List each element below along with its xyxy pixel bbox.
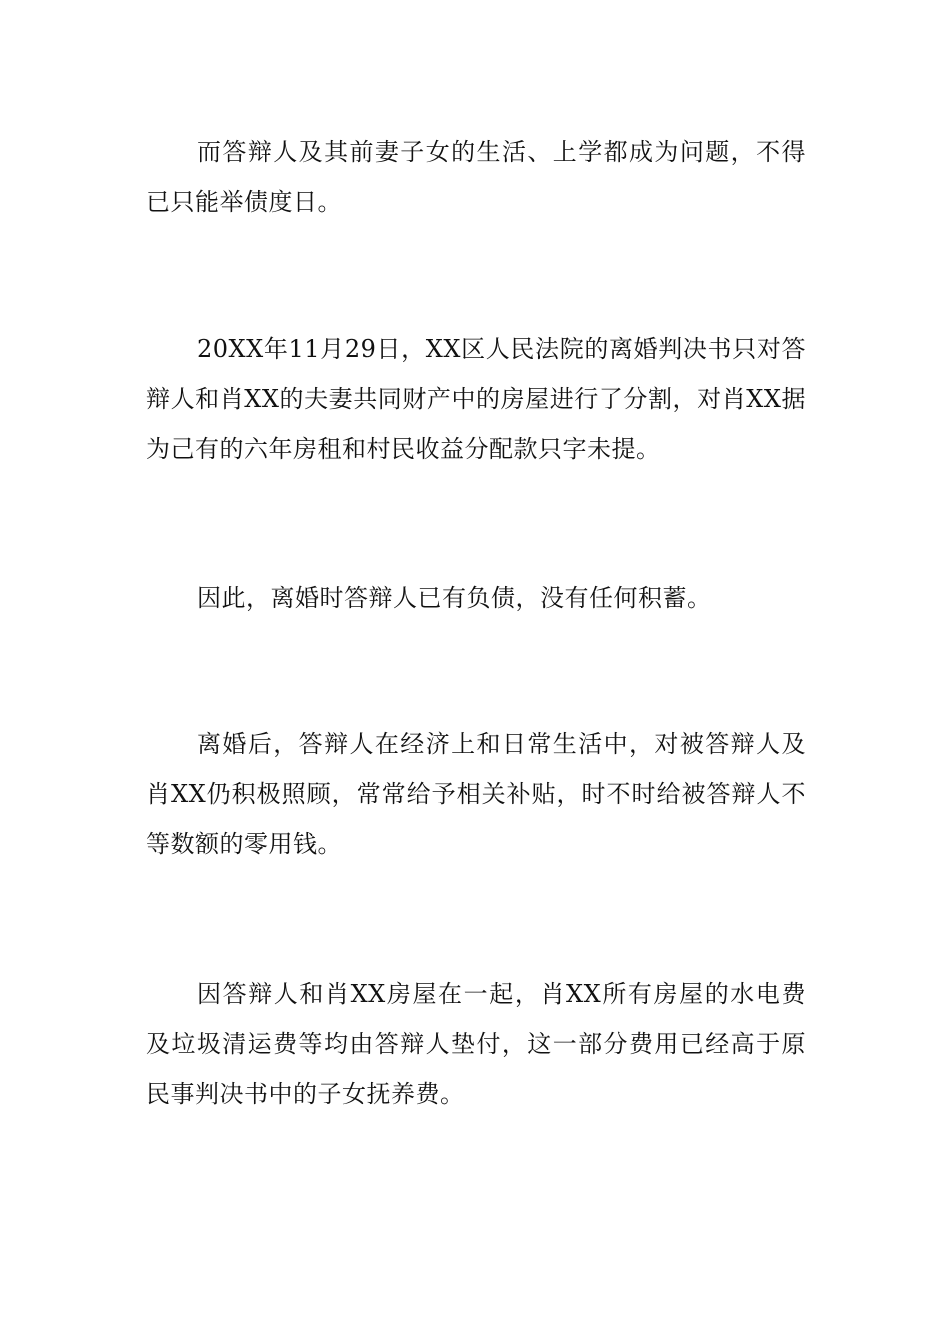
paragraph-3: 因此，离婚时答辩人已有负债，没有任何积蓄。 (197, 584, 712, 612)
paragraph-5: 因答辩人和肖XX房屋在一起，肖XX所有房屋的水电费及垃圾清运费等均由答辩人垫付，这一部分费用已经高于原民事判决书中的子女抚养费。 (146, 980, 806, 1108)
paragraph-2: 20XX年11月29日，XX区人民法院的离婚判决书只对答辩人和肖XX的夫妻共同财产中的房屋进行了分割，对肖XX据为己有的六年房租和村民收益分配款只字未提。 (146, 335, 806, 463)
paragraph-1: 而答辩人及其前妻子女的生活、上学都成为问题，不得已只能举债度日。 (146, 138, 806, 216)
paragraph-4: 离婚后，答辩人在经济上和日常生活中，对被答辩人及肖XX仍积极照顾，常常给予相关补贴，时不时给被答辩人不等数额的零用钱。 (146, 730, 806, 858)
